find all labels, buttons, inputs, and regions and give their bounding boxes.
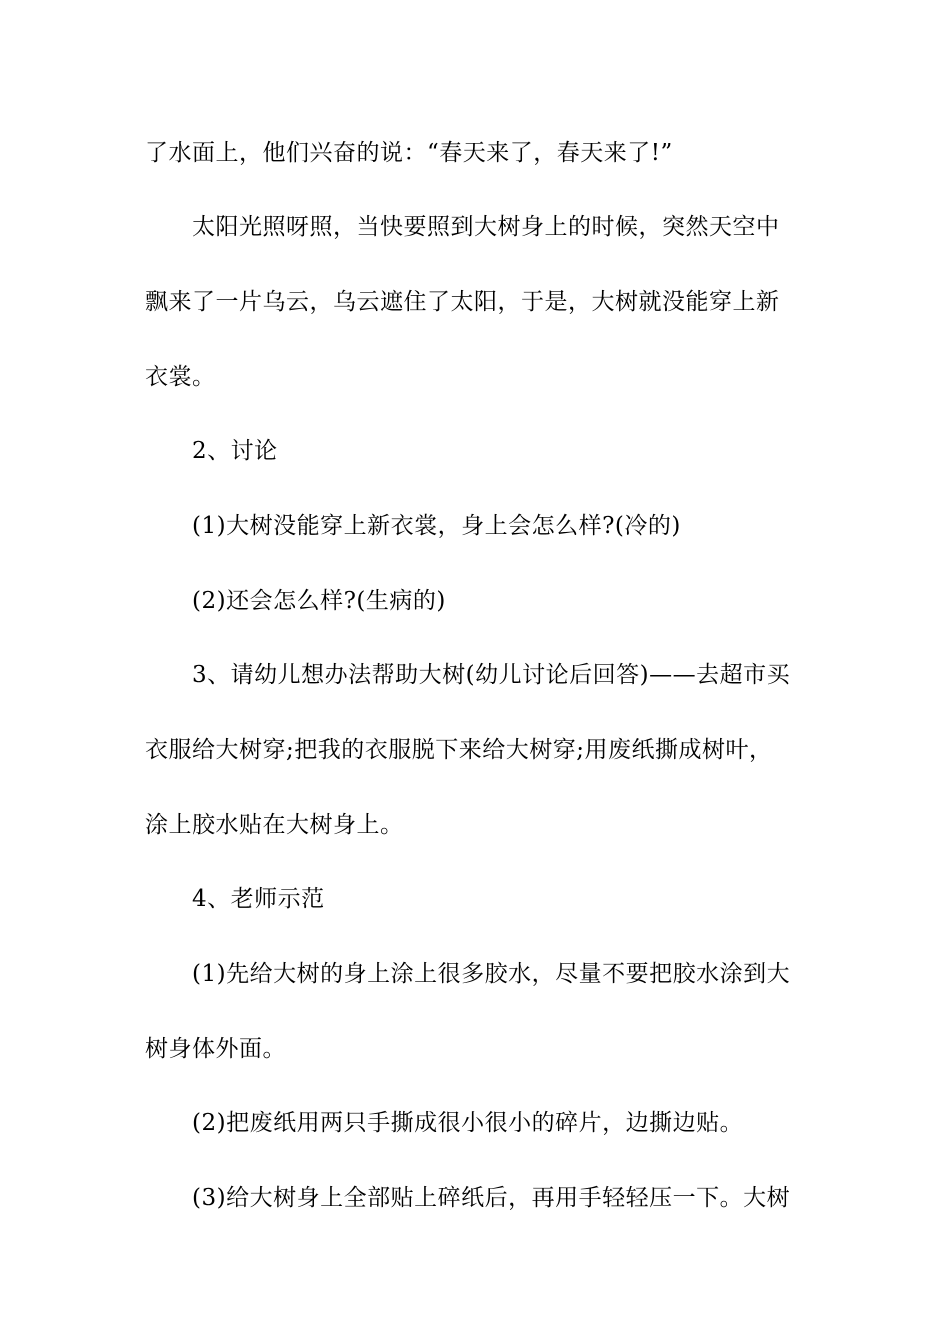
list-item: (1)先给大树的身上涂上很多胶水，尽量不要把胶水涂到大 [192,961,791,987]
section-heading: 2、讨论 [192,438,278,464]
text-line: 飘来了一片乌云，乌云遮住了太阳，于是，大树就没能穿上新 [145,289,780,315]
paragraph-line: 太阳光照呀照，当快要照到大树身上的时候，突然天空中 [192,214,780,240]
text-line: 衣服给大树穿;把我的衣服脱下来给大树穿;用废纸撕成树叶， [145,737,773,763]
list-item: (2)把废纸用两只手撕成很小很小的碎片，边撕边贴。 [192,1110,744,1136]
text-line: 衣裳。 [145,364,216,390]
text-line: 了水面上，他们兴奋的说：“春天来了，春天来了!” [145,140,673,166]
list-item: (1)大树没能穿上新衣裳，身上会怎么样?(冷的) [192,513,681,539]
text-line: 涂上胶水贴在大树身上。 [145,812,404,838]
section-heading: 4、老师示范 [192,886,325,912]
text-line: 树身体外面。 [145,1036,286,1062]
list-item: (2)还会怎么样?(生病的) [192,588,446,614]
section-heading: 3、请幼儿想办法帮助大树(幼儿讨论后回答)——去超市买 [192,662,791,688]
list-item: (3)给大树身上全部贴上碎纸后，再用手轻轻压一下。大树 [192,1185,791,1211]
